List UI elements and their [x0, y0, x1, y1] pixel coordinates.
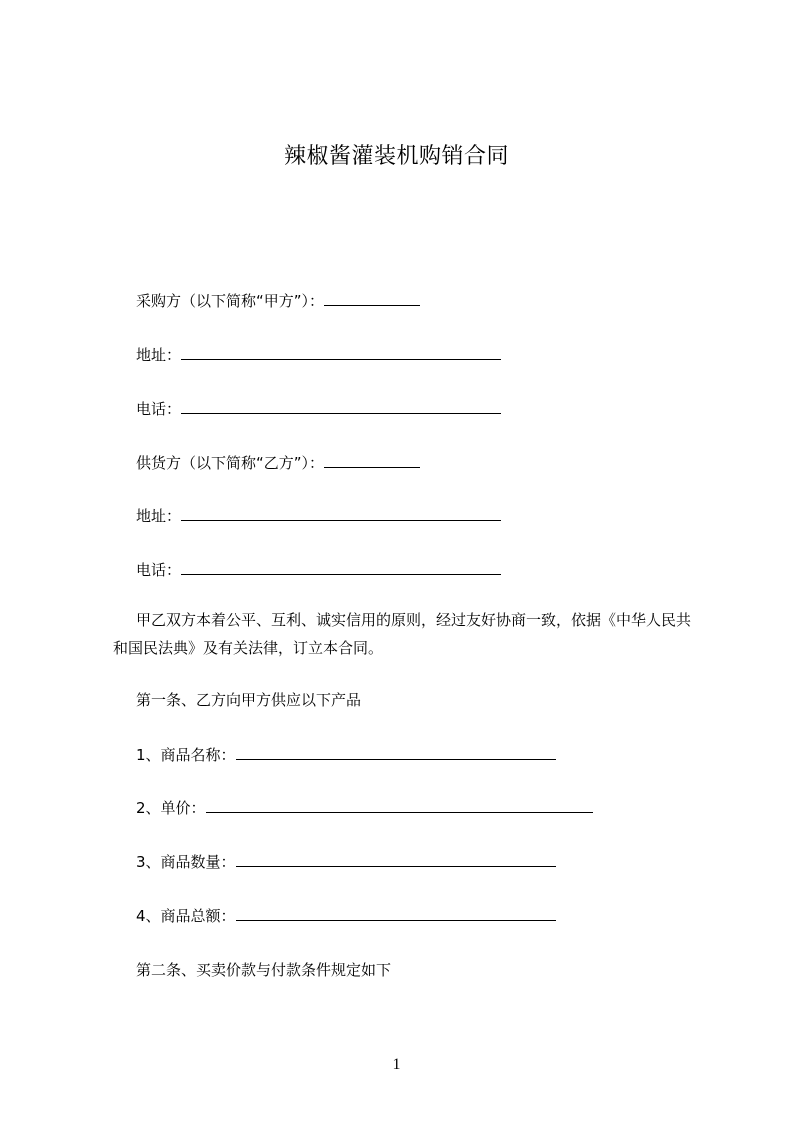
buyer-phone-line: [136, 399, 501, 419]
document-title: 辣椒酱灌装机购销合同: [283, 144, 509, 169]
seller-phone-blank[interactable]: [181, 560, 501, 575]
item-total: [136, 906, 556, 926]
buyer-address-label: 地址：: [136, 346, 182, 364]
seller-name-blank[interactable]: [324, 453, 420, 468]
intro-paragraph: 甲乙双方本着公平、互利、诚实信用的原则，经过友好协商一致，依据《中华人民共和国民法典》及有关法律，订立本合同。: [113, 611, 692, 657]
buyer-address-line: [136, 345, 501, 365]
item-product-name: [136, 745, 556, 765]
unit-price-blank[interactable]: [206, 798, 593, 813]
seller-address-line: [136, 506, 501, 526]
item-label: 3、商品数量：: [136, 853, 236, 871]
item-label: 1、商品名称：: [136, 746, 236, 764]
product-name-blank[interactable]: [236, 745, 556, 760]
seller-address-label: 地址：: [136, 507, 182, 525]
seller-label: 供货方（以下简称“乙方”）：: [136, 454, 325, 472]
seller-phone-label: 电话：: [136, 561, 182, 579]
seller-phone-line: [136, 560, 501, 580]
seller-address-blank[interactable]: [181, 506, 501, 521]
buyer-line: [136, 291, 420, 311]
page-number: 1: [392, 1056, 401, 1073]
item-label: 2、单价：: [136, 799, 206, 817]
buyer-label: 采购方（以下简称“甲方”）：: [136, 292, 325, 310]
article1-heading: 第一条、乙方向甲方供应以下产品: [136, 691, 362, 709]
item-quantity: [136, 852, 556, 872]
buyer-address-blank[interactable]: [181, 345, 501, 360]
buyer-name-blank[interactable]: [324, 291, 420, 306]
article2-heading: 第二条、买卖价款与付款条件规定如下: [136, 961, 392, 979]
seller-line: [136, 453, 420, 473]
buyer-phone-label: 电话：: [136, 400, 182, 418]
item-unit-price: [136, 798, 593, 818]
quantity-blank[interactable]: [236, 852, 556, 867]
item-label: 4、商品总额：: [136, 907, 236, 925]
buyer-phone-blank[interactable]: [181, 399, 501, 414]
total-blank[interactable]: [236, 906, 556, 921]
